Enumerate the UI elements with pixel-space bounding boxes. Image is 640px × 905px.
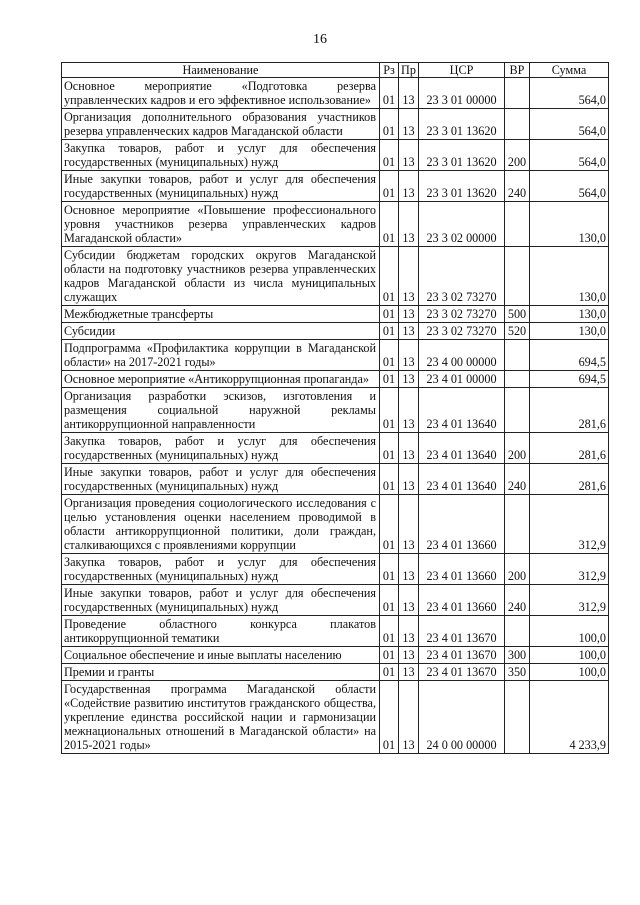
cell-sum: 694,5: [530, 340, 609, 371]
header-name: Наименование: [62, 63, 380, 78]
cell-name: Основное мероприятие «Антикоррупционная пропаганда»: [62, 371, 380, 388]
table-row: [62, 647, 609, 664]
table-row: [62, 616, 609, 647]
cell-name: Закупка товаров, работ и услуг для обеспечения государственных (муниципальных) нужд: [62, 554, 380, 585]
cell-pr: 13: [399, 433, 419, 464]
cell-pr: 13: [399, 78, 419, 109]
cell-pr: 13: [399, 323, 419, 340]
cell-name: Закупка товаров, работ и услуг для обеспечения государственных (муниципальных) нужд: [62, 140, 380, 171]
cell-sum: 312,9: [530, 495, 609, 554]
cell-name: Иные закупки товаров, работ и услуг для обеспечения государственных (муниципальных) нужд: [62, 464, 380, 495]
cell-pr: 13: [399, 171, 419, 202]
table-body: [62, 78, 609, 754]
cell-csr: 23 4 01 13670: [419, 616, 505, 647]
cell-pr: 13: [399, 495, 419, 554]
cell-sum: 4 233,9: [530, 681, 609, 754]
table-row: [62, 585, 609, 616]
cell-name: Проведение областного конкурса плакатов антикоррупционной тематики: [62, 616, 380, 647]
cell-name: Государственная программа Магаданской области «Содействие развитию институтов гражданского общества, укрепление единства российской нации и гармонизации межнациональных отношений в Магаданской области» на 2015-2021 годы»: [62, 681, 380, 754]
cell-csr: 23 4 01 13640: [419, 388, 505, 433]
cell-name: Премии и гранты: [62, 664, 380, 681]
cell-pr: 13: [399, 664, 419, 681]
cell-csr: 23 4 01 13670: [419, 647, 505, 664]
cell-name: Социальное обеспечение и иные выплаты населению: [62, 647, 380, 664]
header-vr: ВР: [505, 63, 530, 78]
cell-sum: 281,6: [530, 388, 609, 433]
table-row: [62, 202, 609, 247]
cell-sum: 281,6: [530, 464, 609, 495]
cell-vr: [505, 247, 530, 306]
cell-sum: 564,0: [530, 78, 609, 109]
cell-rz: 01: [380, 78, 399, 109]
table-row: [62, 464, 609, 495]
cell-sum: 130,0: [530, 306, 609, 323]
cell-rz: 01: [380, 388, 399, 433]
cell-rz: 01: [380, 340, 399, 371]
cell-sum: 100,0: [530, 664, 609, 681]
cell-csr: 23 4 01 13640: [419, 464, 505, 495]
budget-table: [61, 62, 609, 754]
cell-vr: 240: [505, 585, 530, 616]
cell-rz: 01: [380, 306, 399, 323]
cell-pr: 13: [399, 247, 419, 306]
cell-vr: 520: [505, 323, 530, 340]
cell-rz: 01: [380, 433, 399, 464]
cell-pr: 13: [399, 340, 419, 371]
cell-csr: 23 4 01 13670: [419, 664, 505, 681]
header-sum: Сумма: [530, 63, 609, 78]
cell-name: Субсидии: [62, 323, 380, 340]
cell-csr: 23 3 01 13620: [419, 140, 505, 171]
table-row: [62, 495, 609, 554]
cell-name: Организация проведения социологического исследования с целью установления оценки населением проводимой в области антикоррупционной политики, доли граждан, сталкивающихся с проявлениями коррупции: [62, 495, 380, 554]
cell-vr: 300: [505, 647, 530, 664]
cell-name: Межбюджетные трансферты: [62, 306, 380, 323]
cell-sum: 281,6: [530, 433, 609, 464]
cell-csr: 23 3 01 13620: [419, 171, 505, 202]
cell-pr: 13: [399, 681, 419, 754]
cell-sum: 564,0: [530, 171, 609, 202]
cell-sum: 130,0: [530, 247, 609, 306]
cell-csr: 23 3 01 00000: [419, 78, 505, 109]
cell-vr: 200: [505, 554, 530, 585]
table-row: [62, 171, 609, 202]
table-row: [62, 433, 609, 464]
cell-vr: [505, 109, 530, 140]
cell-rz: 01: [380, 109, 399, 140]
cell-csr: 23 3 01 13620: [419, 109, 505, 140]
cell-rz: 01: [380, 647, 399, 664]
cell-rz: 01: [380, 323, 399, 340]
table-header-row: [62, 63, 609, 78]
cell-csr: 24 0 00 00000: [419, 681, 505, 754]
header-pr: Пр: [399, 63, 419, 78]
cell-vr: 350: [505, 664, 530, 681]
cell-sum: 312,9: [530, 585, 609, 616]
cell-name: Основное мероприятие «Подготовка резерва управленческих кадров и его эффективное использование»: [62, 78, 380, 109]
cell-pr: 13: [399, 202, 419, 247]
cell-vr: 240: [505, 171, 530, 202]
cell-csr: 23 3 02 73270: [419, 323, 505, 340]
cell-name: Иные закупки товаров, работ и услуг для обеспечения государственных (муниципальных) нужд: [62, 171, 380, 202]
cell-rz: 01: [380, 371, 399, 388]
table-row: [62, 306, 609, 323]
cell-name: Подпрограмма «Профилактика коррупции в Магаданской области» на 2017-2021 годы»: [62, 340, 380, 371]
cell-csr: 23 4 00 00000: [419, 340, 505, 371]
cell-name: Организация разработки эскизов, изготовления и размещения социальной наружной рекламы антикоррупционной направленности: [62, 388, 380, 433]
cell-csr: 23 4 01 13660: [419, 495, 505, 554]
table-row: [62, 388, 609, 433]
table-row: [62, 140, 609, 171]
cell-pr: 13: [399, 464, 419, 495]
cell-vr: [505, 388, 530, 433]
cell-pr: 13: [399, 140, 419, 171]
cell-vr: 240: [505, 464, 530, 495]
cell-vr: [505, 78, 530, 109]
cell-vr: [505, 202, 530, 247]
cell-name: Основное мероприятие «Повышение профессионального уровня участников резерва управленческих кадров Магаданской области»: [62, 202, 380, 247]
cell-sum: 564,0: [530, 109, 609, 140]
cell-csr: 23 4 01 13660: [419, 554, 505, 585]
cell-rz: 01: [380, 464, 399, 495]
table-row: [62, 78, 609, 109]
cell-pr: 13: [399, 647, 419, 664]
table-row: [62, 247, 609, 306]
cell-vr: [505, 371, 530, 388]
cell-pr: 13: [399, 306, 419, 323]
cell-vr: [505, 681, 530, 754]
cell-csr: 23 4 01 00000: [419, 371, 505, 388]
cell-vr: 200: [505, 140, 530, 171]
table-row: [62, 681, 609, 754]
cell-rz: 01: [380, 585, 399, 616]
header-csr: ЦСР: [419, 63, 505, 78]
cell-rz: 01: [380, 616, 399, 647]
cell-rz: 01: [380, 681, 399, 754]
cell-sum: 130,0: [530, 323, 609, 340]
table-row: [62, 340, 609, 371]
cell-sum: 694,5: [530, 371, 609, 388]
cell-rz: 01: [380, 202, 399, 247]
cell-name: Субсидии бюджетам городских округов Магаданской области на подготовку участников резерва управленческих кадров Магаданской области из числа муниципальных служащих: [62, 247, 380, 306]
cell-pr: 13: [399, 616, 419, 647]
cell-vr: [505, 495, 530, 554]
table-row: [62, 554, 609, 585]
cell-vr: [505, 340, 530, 371]
cell-pr: 13: [399, 585, 419, 616]
table-row: [62, 371, 609, 388]
header-rz: Рз: [380, 63, 399, 78]
cell-csr: 23 4 01 13660: [419, 585, 505, 616]
cell-vr: [505, 616, 530, 647]
cell-pr: 13: [399, 371, 419, 388]
table-row: [62, 109, 609, 140]
page-number: 16: [313, 32, 327, 47]
cell-sum: 100,0: [530, 616, 609, 647]
cell-name: Иные закупки товаров, работ и услуг для обеспечения государственных (муниципальных) нужд: [62, 585, 380, 616]
cell-rz: 01: [380, 171, 399, 202]
cell-rz: 01: [380, 664, 399, 681]
cell-pr: 13: [399, 109, 419, 140]
cell-sum: 564,0: [530, 140, 609, 171]
cell-name: Закупка товаров, работ и услуг для обеспечения государственных (муниципальных) нужд: [62, 433, 380, 464]
cell-sum: 130,0: [530, 202, 609, 247]
cell-sum: 100,0: [530, 647, 609, 664]
cell-csr: 23 3 02 73270: [419, 247, 505, 306]
cell-name: Организация дополнительного образования участников резерва управленческих кадров Магаданской области: [62, 109, 380, 140]
table-row: [62, 664, 609, 681]
cell-csr: 23 4 01 13640: [419, 433, 505, 464]
cell-rz: 01: [380, 140, 399, 171]
cell-vr: 200: [505, 433, 530, 464]
cell-rz: 01: [380, 554, 399, 585]
cell-sum: 312,9: [530, 554, 609, 585]
cell-rz: 01: [380, 247, 399, 306]
cell-csr: 23 3 02 73270: [419, 306, 505, 323]
cell-csr: 23 3 02 00000: [419, 202, 505, 247]
cell-vr: 500: [505, 306, 530, 323]
cell-rz: 01: [380, 495, 399, 554]
table-row: [62, 323, 609, 340]
cell-pr: 13: [399, 554, 419, 585]
cell-pr: 13: [399, 388, 419, 433]
